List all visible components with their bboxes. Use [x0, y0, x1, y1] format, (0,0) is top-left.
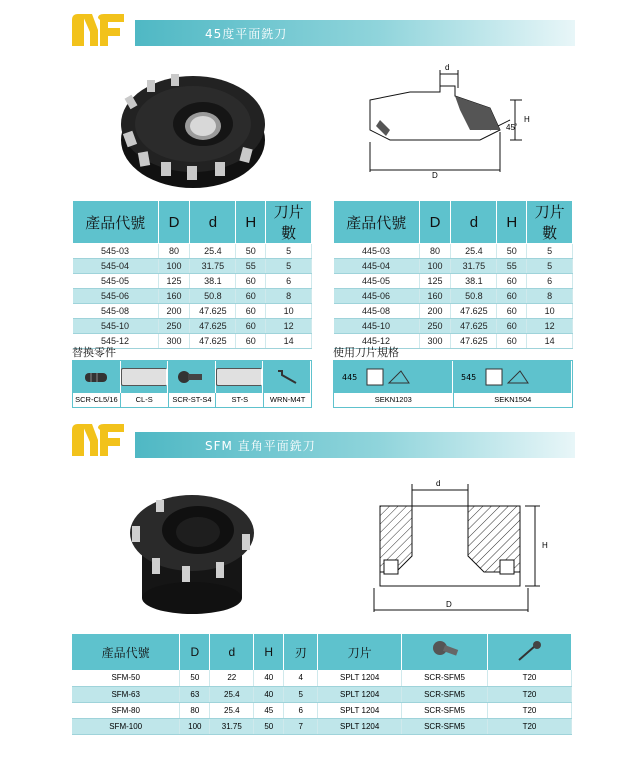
table-cell: 125 — [419, 274, 451, 289]
wrench-icon-header — [488, 634, 572, 670]
dim-label-H: H — [524, 115, 530, 124]
dim-label-D: D — [432, 171, 438, 180]
table-cell: 47.625 — [190, 334, 236, 349]
table-row — [72, 670, 572, 686]
table-cell: 545-04 — [73, 259, 159, 274]
table-cell: 200 — [419, 304, 451, 319]
sfm-mill-diagram — [360, 476, 560, 616]
table-cell: 22 — [210, 670, 254, 686]
table-cell: 160 — [419, 289, 451, 304]
part-label: SCR-ST-S4 — [169, 393, 217, 407]
table-cell: SPLT 1204 — [318, 686, 402, 702]
col-header: D — [180, 634, 210, 670]
spec-table-sfm — [72, 634, 572, 735]
col-header: H — [497, 201, 527, 244]
inserts-box — [333, 360, 573, 408]
col-header: 刀片 — [318, 634, 402, 670]
table-cell: 5 — [527, 244, 573, 259]
insert-545 — [453, 361, 572, 393]
table-cell: 6 — [284, 702, 318, 718]
table-cell: T20 — [488, 670, 572, 686]
insert-code: 445 — [342, 372, 358, 382]
table-cell: 40 — [254, 686, 284, 702]
table-cell: 25.4 — [210, 686, 254, 702]
table-cell: 38.1 — [190, 274, 236, 289]
table-cell: 80 — [180, 702, 210, 718]
table-cell: 50 — [236, 244, 266, 259]
part-label: SCR-CL5/16 — [73, 393, 121, 407]
table-cell: 47.625 — [190, 319, 236, 334]
table-cell: 445-10 — [334, 319, 420, 334]
table-cell: SPLT 1204 — [318, 702, 402, 718]
table-cell: 100 — [419, 259, 451, 274]
table-cell: SCR-SFM5 — [402, 686, 488, 702]
table-cell: SFM-100 — [72, 718, 180, 734]
table-cell: 47.625 — [451, 319, 497, 334]
table-row — [73, 259, 312, 274]
inserts-label: 使用刀片規格 — [333, 346, 399, 359]
screw-st-icon — [168, 361, 216, 393]
insert-label: SEKN1504 — [494, 395, 532, 404]
table-cell: 31.75 — [210, 718, 254, 734]
face-mill-45-diagram — [350, 60, 560, 180]
table-cell: 300 — [419, 334, 451, 349]
table-cell: 60 — [497, 319, 527, 334]
col-header: 產品代號 — [334, 201, 420, 244]
table-cell: 45 — [254, 702, 284, 718]
table-cell: 60 — [497, 334, 527, 349]
insert-label: SEKN1203 — [334, 393, 454, 407]
table-cell: 60 — [236, 274, 266, 289]
table-cell: 14 — [266, 334, 312, 349]
table-cell: 545-10 — [73, 319, 159, 334]
part-label: WRN-M4T — [269, 395, 306, 404]
table-cell: 250 — [158, 319, 190, 334]
table-cell: 200 — [158, 304, 190, 319]
wrench-icon — [263, 361, 311, 393]
table-row — [334, 274, 573, 289]
screw-cl-icon — [73, 361, 121, 393]
dim-label-D: D — [446, 600, 452, 609]
table-cell: 545-06 — [73, 289, 159, 304]
table-cell: 445-06 — [334, 289, 420, 304]
sfm-mill-photo — [112, 478, 272, 618]
table-cell: SPLT 1204 — [318, 718, 402, 734]
table-row — [73, 289, 312, 304]
table-cell: 12 — [527, 319, 573, 334]
table-cell: 60 — [236, 319, 266, 334]
table-row — [334, 259, 573, 274]
section1-title-bar — [135, 20, 575, 46]
table-cell: 125 — [158, 274, 190, 289]
table-cell: 160 — [158, 289, 190, 304]
parts-label: 替換零件 — [72, 346, 116, 359]
col-header: H — [254, 634, 284, 670]
brand-logo — [68, 10, 126, 50]
table-row — [73, 319, 312, 334]
table-cell: 60 — [497, 304, 527, 319]
insert-code: 545 — [461, 372, 477, 382]
part-label: ST-S — [216, 393, 264, 407]
table-cell: 5 — [266, 244, 312, 259]
dim-label-d: d — [445, 63, 450, 72]
table-cell: SCR-SFM5 — [402, 670, 488, 686]
table-cell: 10 — [527, 304, 573, 319]
section2-title: SFM 直角平面銑刀 — [205, 438, 316, 453]
dim-label-H: H — [542, 541, 548, 550]
table-cell: 5 — [266, 259, 312, 274]
table-cell: SFM-63 — [72, 686, 180, 702]
table-cell: 25.4 — [190, 244, 236, 259]
parts-box — [72, 360, 312, 408]
table-cell: 445-04 — [334, 259, 420, 274]
table-cell: 80 — [158, 244, 190, 259]
table-row — [72, 702, 572, 718]
table-cell: 60 — [236, 304, 266, 319]
table-cell: 4 — [284, 670, 318, 686]
table-cell: 60 — [236, 289, 266, 304]
table-cell: 7 — [284, 718, 318, 734]
table-cell: 38.1 — [451, 274, 497, 289]
table-cell: 12 — [266, 319, 312, 334]
section2-title-bar — [135, 432, 575, 458]
table-cell: 300 — [158, 334, 190, 349]
table-cell: 545-12 — [73, 334, 159, 349]
table-cell: 545-03 — [73, 244, 159, 259]
clamp-icon — [121, 361, 169, 393]
col-header: 刃 — [284, 634, 318, 670]
table-cell: 25.4 — [210, 702, 254, 718]
table-cell: SCR-SFM5 — [402, 702, 488, 718]
table-cell: 50.8 — [451, 289, 497, 304]
table-cell: SFM-50 — [72, 670, 180, 686]
table-cell: 31.75 — [190, 259, 236, 274]
table-cell: 100 — [180, 718, 210, 734]
table-cell: T20 — [488, 718, 572, 734]
table-cell: 10 — [266, 304, 312, 319]
face-mill-45-photo — [105, 62, 275, 192]
col-header: d — [451, 201, 497, 244]
col-header: D — [158, 201, 190, 244]
table-cell: 545-08 — [73, 304, 159, 319]
insert-drawing-icon — [365, 365, 425, 389]
insert-445 — [334, 361, 453, 393]
table-cell: SFM-80 — [72, 702, 180, 718]
col-header: 產品代號 — [73, 201, 159, 244]
section1-title: 45度平面銑刀 — [205, 26, 288, 41]
table-row — [73, 274, 312, 289]
col-header: d — [210, 634, 254, 670]
table-row — [72, 686, 572, 702]
table-row — [334, 289, 573, 304]
table-cell: 50 — [497, 244, 527, 259]
table-cell: 47.625 — [451, 304, 497, 319]
table-cell: 55 — [236, 259, 266, 274]
table-cell: 60 — [497, 289, 527, 304]
table-cell: 445-05 — [334, 274, 420, 289]
table-cell: T20 — [488, 686, 572, 702]
table-cell: 6 — [266, 274, 312, 289]
table-row — [334, 319, 573, 334]
dim-label-d: d — [436, 479, 441, 488]
table-cell: 50 — [254, 718, 284, 734]
table-cell: SPLT 1204 — [318, 670, 402, 686]
table-cell: 25.4 — [451, 244, 497, 259]
table-cell: 55 — [497, 259, 527, 274]
table-row — [334, 304, 573, 319]
table-row — [73, 304, 312, 319]
table-cell: 80 — [419, 244, 451, 259]
table-cell: 60 — [236, 334, 266, 349]
table-cell: SCR-SFM5 — [402, 718, 488, 734]
table-cell: 5 — [284, 686, 318, 702]
table-cell: 14 — [527, 334, 573, 349]
table-cell: 50 — [180, 670, 210, 686]
col-header: 產品代號 — [72, 634, 180, 670]
table-cell: 8 — [266, 289, 312, 304]
table-cell: 445-03 — [334, 244, 420, 259]
table-cell: 250 — [419, 319, 451, 334]
table-cell: T20 — [488, 702, 572, 718]
table-row — [72, 718, 572, 734]
seat-icon — [216, 361, 264, 393]
spec-table-545 — [72, 200, 312, 349]
table-cell: 100 — [158, 259, 190, 274]
col-header: d — [190, 201, 236, 244]
table-cell: 445-12 — [334, 334, 420, 349]
col-header: D — [419, 201, 451, 244]
table-cell: 31.75 — [451, 259, 497, 274]
table-row — [73, 244, 312, 259]
table-cell: 50.8 — [190, 289, 236, 304]
part-label: CL-S — [121, 393, 169, 407]
table-cell: 545-05 — [73, 274, 159, 289]
insert-drawing-icon — [484, 365, 544, 389]
table-cell: 8 — [527, 289, 573, 304]
col-header: 刀片數 — [527, 201, 573, 244]
table-cell: 47.625 — [451, 334, 497, 349]
brand-logo — [68, 420, 126, 460]
col-header: H — [236, 201, 266, 244]
spec-table-445 — [333, 200, 573, 349]
col-header: 刀片數 — [266, 201, 312, 244]
table-cell: 40 — [254, 670, 284, 686]
table-cell: 47.625 — [190, 304, 236, 319]
table-cell: 5 — [527, 259, 573, 274]
screw-icon-header — [402, 634, 488, 670]
table-cell: 63 — [180, 686, 210, 702]
table-cell: 445-08 — [334, 304, 420, 319]
table-cell: 6 — [527, 274, 573, 289]
table-cell: 60 — [497, 274, 527, 289]
table-row — [334, 244, 573, 259]
dim-label-angle: 45˚ — [506, 123, 518, 132]
